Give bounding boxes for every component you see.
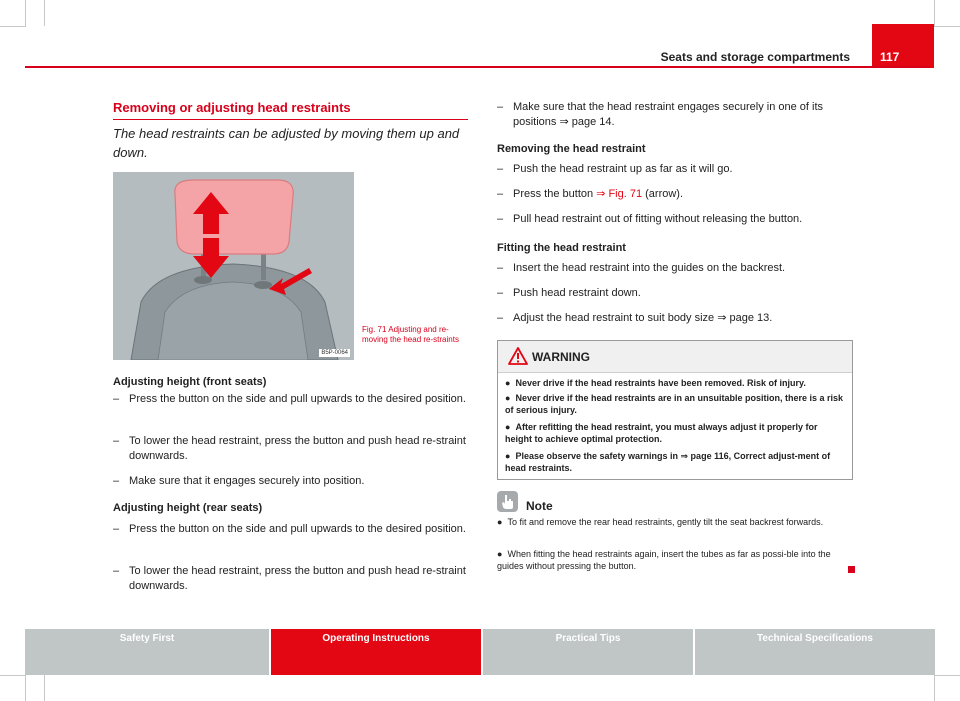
- list-item: [113, 434, 468, 464]
- rear-seats-heading: Adjusting height (rear seats): [113, 502, 263, 514]
- figure-code: B5P-0064: [321, 350, 348, 356]
- note-item-text: To fit and remove the rear head restraints, gently tilt the seat backrest forwards.: [507, 517, 824, 527]
- bullet-marker: ●: [505, 451, 511, 461]
- list-item: [497, 100, 852, 130]
- list-item-text: [497, 187, 852, 202]
- crop-mark: [25, 675, 26, 701]
- fitting-heading: Fitting the head restraint: [497, 242, 626, 254]
- dash-marker: –: [497, 213, 504, 225]
- list-item-text: Make sure that the head restraint engages securely in one of its positions ⇒ page 14.: [513, 101, 824, 128]
- warning-item-text: Please observe the safety warnings in ⇒ page 116, Correct adjust-ment of head restraints.: [505, 451, 831, 473]
- footer-nav: [25, 629, 935, 675]
- crop-mark: [934, 675, 935, 701]
- warning-item-text: After refitting the head restraint, you must always adjust it properly for height to achieve optimal protection.: [505, 422, 818, 444]
- tab-label: Safety First: [119, 633, 175, 644]
- text-span: Press the button: [513, 188, 597, 200]
- tab-label: Practical Tips: [555, 633, 621, 644]
- crop-mark: [44, 675, 45, 701]
- bullet-marker: ●: [497, 549, 503, 559]
- dash-marker: –: [113, 565, 120, 577]
- figure-caption: Fig. 71 Adjusting and re-moving the head re-straints: [362, 325, 459, 344]
- list-item-text: Push the head restraint up as far as it will go.: [513, 163, 733, 175]
- note-item-text: When fitting the head restraints again, insert the tubes as far as possi-ble into the guides without pressing the button.: [497, 549, 831, 571]
- dash-marker: –: [113, 523, 120, 535]
- list-item-text: To lower the head restraint, press the button and push head re-straint downwards.: [129, 565, 466, 592]
- tab-technical-specifications[interactable]: [695, 629, 935, 675]
- warning-triangle-icon: [508, 347, 528, 365]
- tab-label: Technical Specifications: [757, 633, 873, 644]
- warning-box: [497, 340, 853, 480]
- tab-safety-first[interactable]: [25, 629, 269, 675]
- list-item: [497, 286, 852, 301]
- list-item: [497, 261, 852, 276]
- list-item-text: Insert the head restraint into the guides on the backrest.: [513, 262, 786, 274]
- list-item: [497, 187, 852, 202]
- warning-item: [505, 450, 845, 474]
- tab-operating-instructions[interactable]: [271, 629, 481, 675]
- list-item-text: Pull head restraint out of fitting without releasing the button.: [513, 213, 803, 225]
- crop-mark: [934, 675, 960, 676]
- dash-marker: –: [497, 101, 504, 113]
- dash-marker: –: [113, 435, 120, 447]
- note-icon: [497, 491, 518, 512]
- section-intro: The head restraints can be adjusted by moving them up and down.: [113, 126, 460, 160]
- head-restraint-illustration: [113, 172, 354, 360]
- section-rule: [113, 119, 468, 120]
- head-restraint-figure: [113, 172, 354, 360]
- crop-mark: [934, 0, 935, 26]
- note-item: [497, 548, 857, 572]
- list-item-text: Press the button on the side and pull upwards to the desired position.: [129, 523, 466, 535]
- figure-reference-link[interactable]: ⇒ Fig. 71: [596, 188, 643, 200]
- warning-item-text: Never drive if the head restraints have been removed. Risk of injury.: [515, 378, 806, 388]
- warning-item: [505, 377, 845, 389]
- dash-marker: –: [497, 188, 504, 200]
- warning-header: [498, 341, 852, 373]
- tab-practical-tips[interactable]: [483, 629, 693, 675]
- list-item-text: Push head restraint down.: [513, 287, 641, 299]
- warning-item: [505, 421, 845, 445]
- note-item: [497, 516, 857, 528]
- page-number: 117: [880, 50, 900, 64]
- note-title: Note: [526, 499, 553, 513]
- list-item: [113, 474, 468, 489]
- warning-item-text: Never drive if the head restraints are in an unsuitable position, there is a risk of serious injury.: [505, 393, 844, 415]
- bullet-marker: ●: [497, 517, 503, 527]
- list-item: [497, 212, 852, 227]
- crop-mark: [0, 26, 26, 27]
- removing-heading: Removing the head restraint: [497, 143, 646, 155]
- list-item-text: Press the button on the side and pull upwards to the desired position.: [129, 393, 466, 405]
- list-item-text: Adjust the head restraint to suit body size ⇒ page 13.: [513, 312, 773, 324]
- crop-mark: [25, 0, 26, 26]
- bullet-marker: ●: [505, 378, 511, 388]
- list-item: [497, 311, 852, 326]
- list-item: [113, 392, 468, 407]
- crop-mark: [44, 0, 45, 26]
- header-rule: [25, 66, 930, 68]
- section-end-marker: [848, 566, 855, 573]
- warning-title: WARNING: [532, 350, 590, 364]
- bullet-marker: ●: [505, 422, 511, 432]
- front-seats-heading: Adjusting height (front seats): [113, 376, 267, 388]
- crop-mark: [934, 26, 960, 27]
- list-item-text: To lower the head restraint, press the button and push head re-straint downwards.: [129, 435, 466, 462]
- text-span: (arrow).: [642, 188, 684, 200]
- dash-marker: –: [113, 475, 120, 487]
- list-item: [497, 162, 852, 177]
- tab-label: Operating Instructions: [322, 633, 430, 644]
- dash-marker: –: [497, 312, 504, 324]
- section-heading: Removing or adjusting head restraints: [113, 100, 351, 115]
- dash-marker: –: [497, 262, 504, 274]
- list-item: [113, 564, 468, 594]
- dash-marker: –: [497, 287, 504, 299]
- hand-pointer-icon: [497, 491, 518, 512]
- dash-marker: –: [113, 393, 120, 405]
- bullet-marker: ●: [505, 393, 511, 403]
- warning-item: [505, 392, 845, 416]
- crop-mark: [0, 675, 26, 676]
- list-item: [113, 522, 468, 537]
- list-item-text: Make sure that it engages securely into position.: [129, 475, 365, 487]
- dash-marker: –: [497, 163, 504, 175]
- chapter-title: Seats and storage compartments: [660, 50, 850, 64]
